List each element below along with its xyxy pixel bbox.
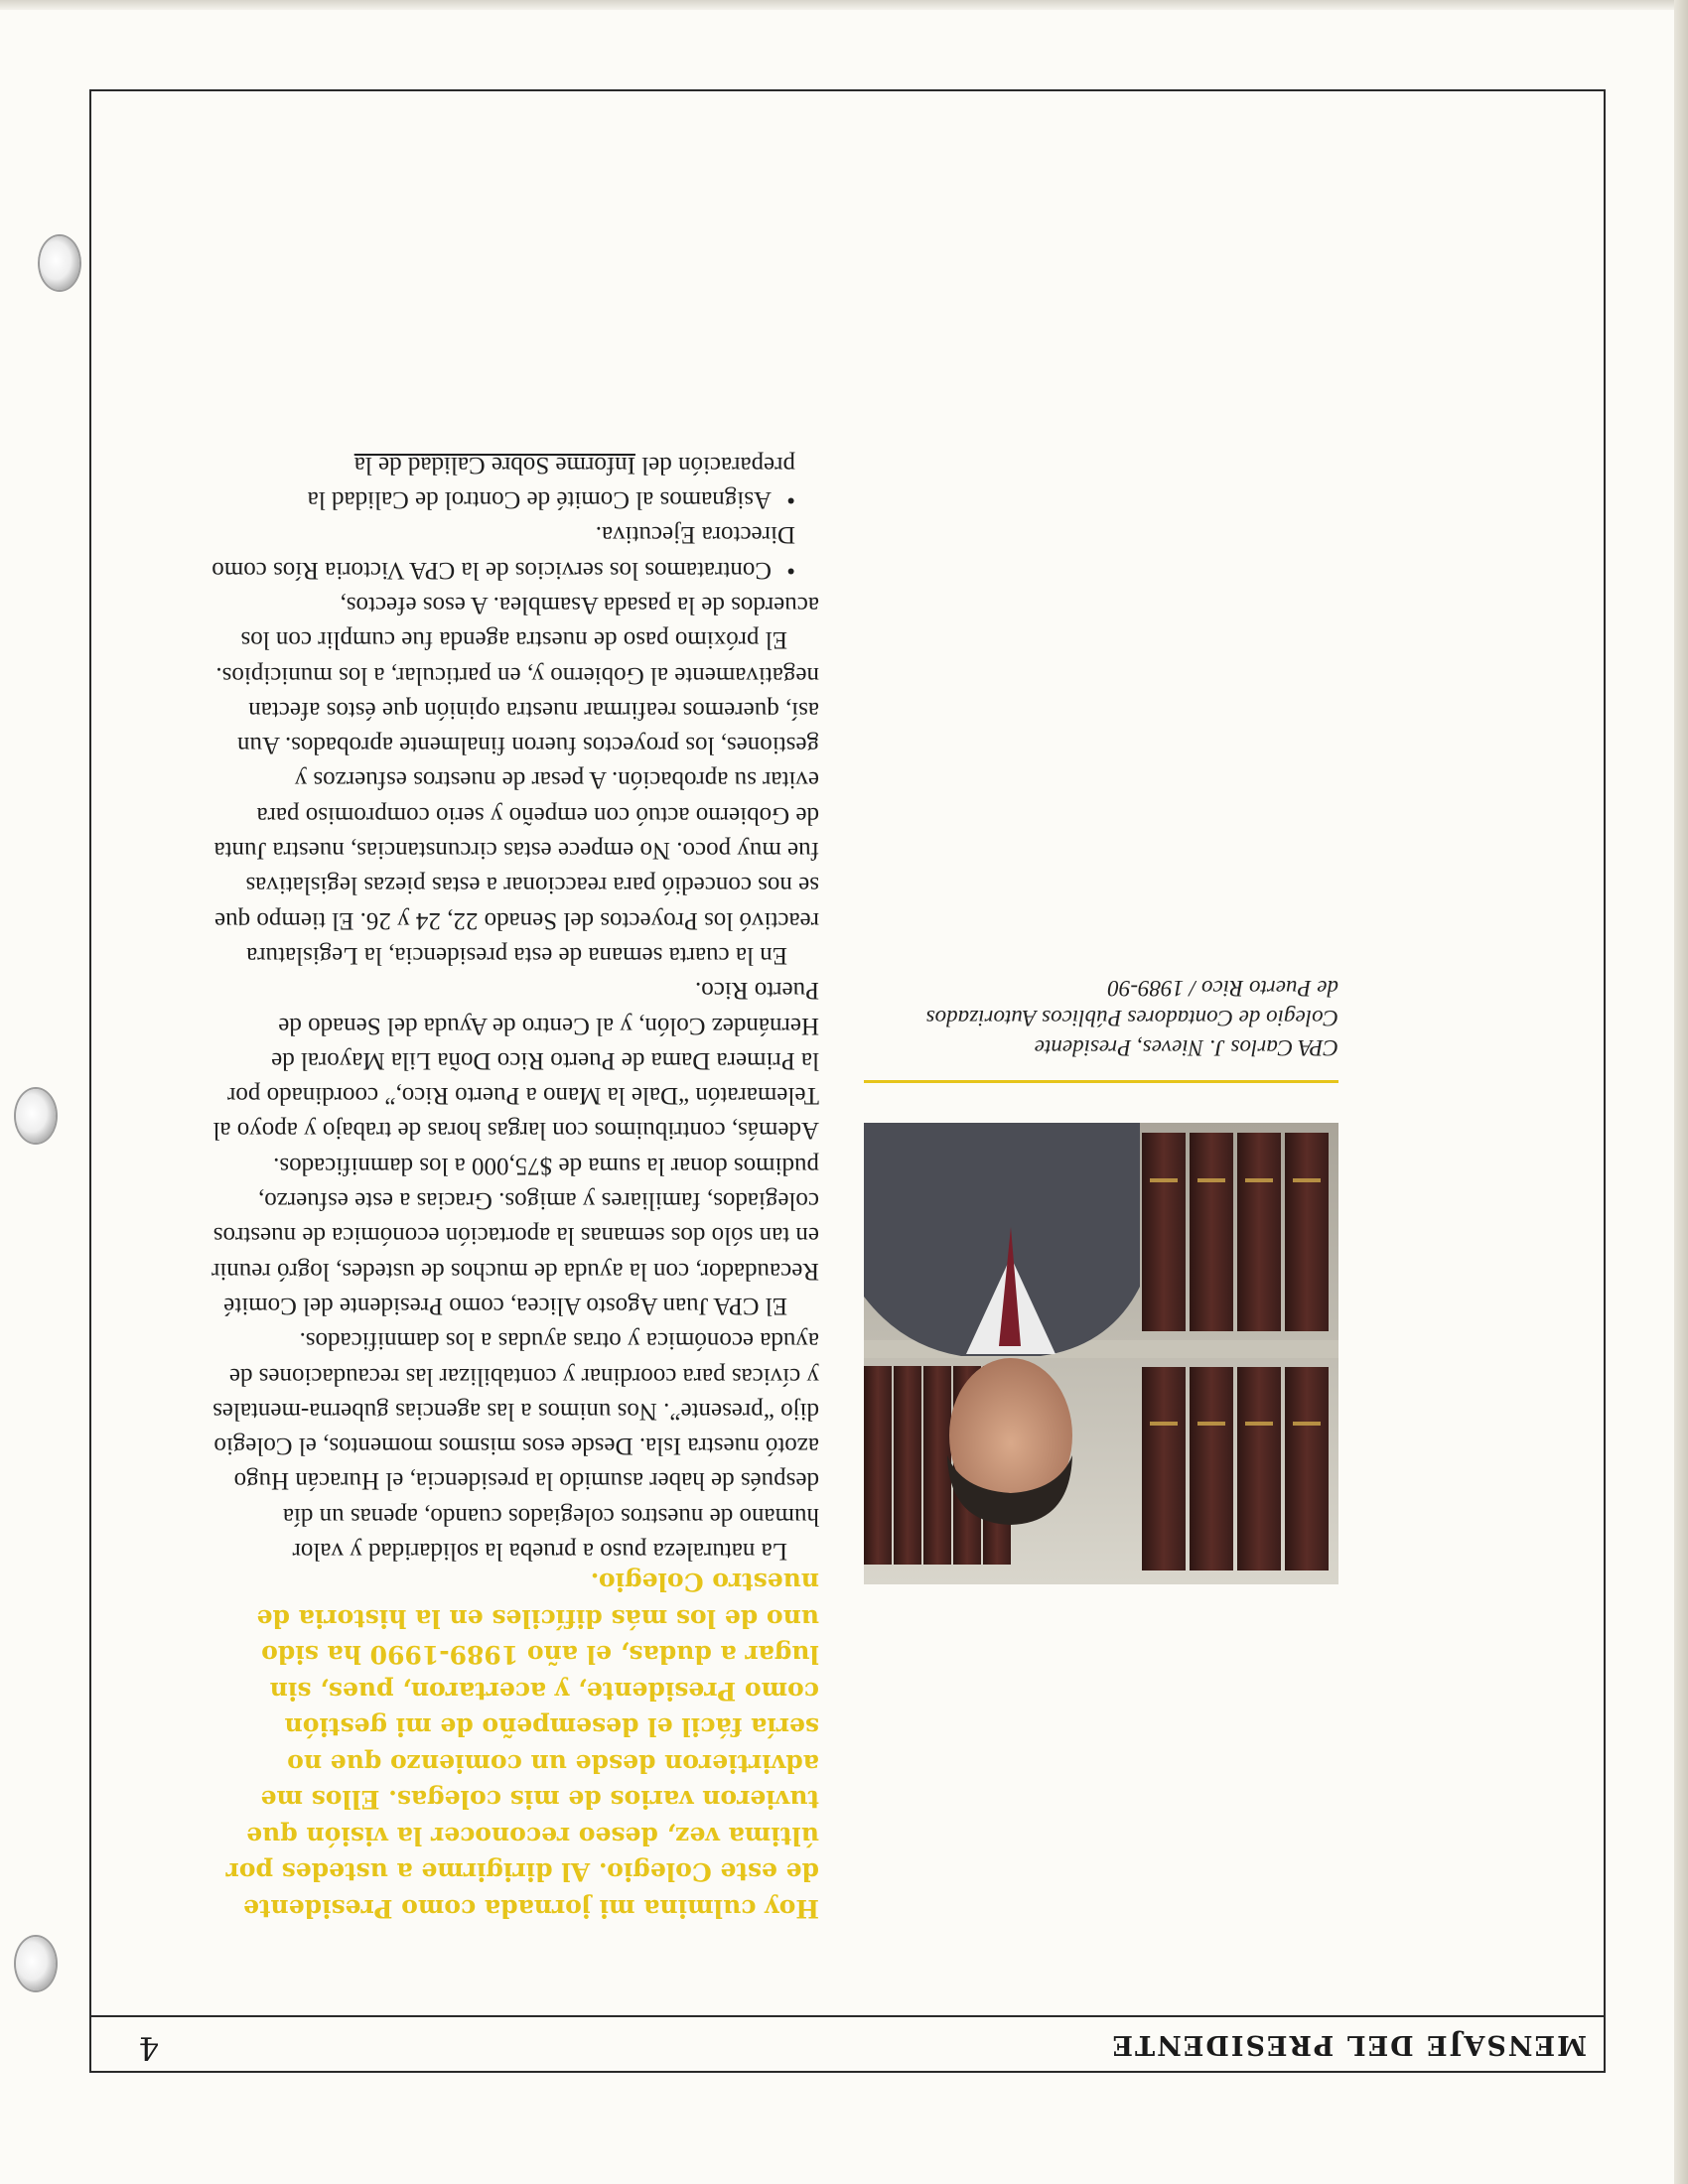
president-portrait-photo	[864, 1123, 1338, 1584]
bullet-item	[211, 517, 819, 588]
caption-rule	[864, 1080, 1338, 1083]
bullet-item	[211, 448, 819, 518]
bullet-text: Asignamos al Comité de Control de Calidad la preparación del	[307, 451, 795, 514]
report-title-underlined: Informe Sobre Calidad de la	[353, 451, 635, 478]
body-column	[211, 448, 819, 1570]
header-rule	[89, 2015, 1606, 2017]
page-number: 4	[138, 2029, 159, 2067]
intro-paragraph: Hoy culmina mi jornada como Presidente de este Colegio. Al dirigirme a ustedes por última vez, deseo reconocer la visión que tuvieron varios de mis colegas. Ellos me advirtieron desde un comienzo que no sería fácil el desempeño de mi gestión como Presidente, y acertaron, pues, sin lugar a dudas, el año 1989-1990 ha sido uno de los más difíciles en la historia de nuestro Colegio.	[225, 1568, 819, 1923]
portrait-illustration	[864, 1123, 1338, 1584]
photo-caption	[864, 973, 1338, 1062]
caption-name: CPA Carlos J. Nieves, Presidente	[1034, 1035, 1338, 1060]
body-paragraph: El CPA Juan Agosto Alicea, como Presidente del Comité Recaudador, con la ayuda de muchos de ustedes, logró reunir en tan sólo dos semanas la aportación económica de nuestros colegiados, familiares y amigos. Gracias a este esfuerzo, pudimos donar la suma de $75,000 a los damnificados. Además, contribuimos con largas horas de trabajo y apoyo al Telemaratón “Dale la Mano a Puerto Rico,” coordinado por la Primera Dama de Puerto Rico Doña Lila Mayoral de Hernández Colón, y al Centro de Ayuda del Senado de Puerto Rico.	[211, 977, 819, 1319]
body-paragraph: El próximo paso de nuestra agenda fue cumplir con los acuerdos de la pasada Asamblea. A esos efectos,	[240, 591, 819, 654]
caption-organization: Colegio de Contadores Públicos Autorizados	[925, 1006, 1338, 1030]
caption-term: de Puerto Rico / 1989-90	[1107, 976, 1338, 1001]
bullet-icon: •	[786, 556, 795, 584]
bullet-icon: •	[786, 486, 795, 514]
bullet-text: Contratamos los servicios de la CPA Victoria Ríos como Directora Ejecutiva.	[211, 521, 795, 584]
body-paragraph: La naturaleza puso a prueba la solidaridad y valor humano de nuestros colegiados cuando, apenas un día después de haber asumido la presidencia, el Huracán Hugo azotó nuestra Isla. Desde esos mismos momentos, el Colegio dijo “presente”. Nos unimos a las agencias guberna-mentales y cívicas para coordinar y contabilizar las recaudaciones de ayuda económica y otras ayudas a los damnificados.	[212, 1327, 819, 1565]
body-paragraph: En la cuarta semana de esta presidencia, la Legislatura reactivó los Proyectos del Senado 22, 24 y 26. El tiempo que se nos concedió para reaccionar a estas piezas legislativas fue muy poco. No empece estas circunstancias, nuestra Junta de Gobierno actuó con empeño y serio compromiso para evitar su aprobación. A pesar de nuestros esfuerzos y gestiones, los proyectos fueron finalmente aprobados. Aun así, queremos reafirmar nuestra opinión que éstos afectan negativamente al Gobierno y, en particular, a los municipios.	[213, 661, 819, 969]
section-title: MENSAJE DEL PRESIDENTE	[1110, 2029, 1587, 2060]
